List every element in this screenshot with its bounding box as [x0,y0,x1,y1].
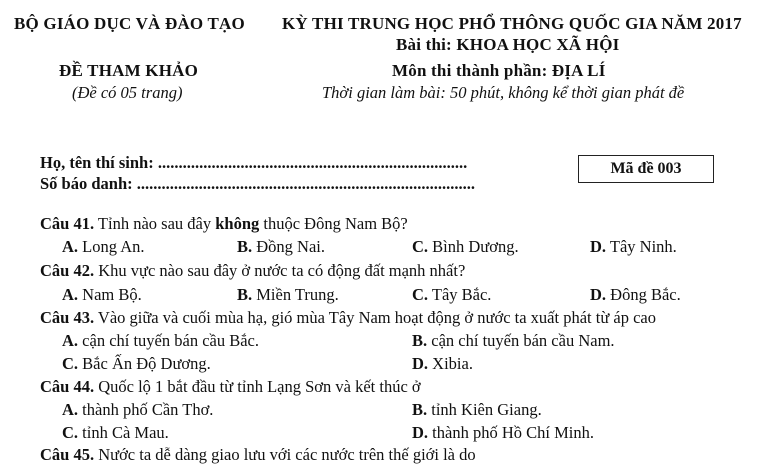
question-41 [40,214,408,234]
question-text: Khu vực nào sau đây ở nước ta có động đất mạnh nhất? [94,261,466,280]
candidate-id-dots: .................................................................................. [136,174,476,193]
option-letter: B. [237,285,253,304]
option-letter: C. [62,354,79,373]
option-42-d[interactable] [590,285,681,305]
option-text: thành phố Hồ Chí Minh. [428,423,594,442]
question-text-emphasis: không [215,214,260,233]
option-letter: B. [237,237,253,256]
pages-note: (Đề có 05 trang) [72,83,183,102]
option-43-d[interactable] [412,354,473,374]
option-44-c[interactable] [62,423,169,443]
question-number: Câu 45. [40,445,95,464]
candidate-id-label: Số báo danh: [40,174,137,193]
option-text: tỉnh Kiên Giang. [427,400,542,419]
question-number: Câu 44. [40,377,95,396]
component-subject: Môn thi thành phần: ĐỊA LÍ [392,61,606,80]
option-text: Bắc Ấn Độ Dương. [78,354,211,373]
time-note: Thời gian làm bài: 50 phút, không kể thời gian phát đề [322,83,685,102]
option-letter: C. [62,423,79,442]
option-text: Bình Dương. [428,237,519,256]
question-text: Nước ta dễ dàng giao lưu với các nước trên thế giới là do [94,445,476,464]
question-43 [40,308,656,328]
option-letter: A. [62,400,79,419]
option-text: Miền Trung. [252,285,339,304]
option-letter: B. [412,400,428,419]
option-text: Tây Bắc. [428,285,492,304]
option-text: Đồng Nai. [252,237,326,256]
exam-title: KỲ THI TRUNG HỌC PHỔ THÔNG QUỐC GIA NĂM 2017 [282,14,742,33]
option-43-b[interactable] [412,331,615,351]
question-text: thuộc Đông Nam Bộ? [259,214,408,233]
question-number: Câu 42. [40,261,95,280]
ministry-name: BỘ GIÁO DỤC VÀ ĐÀO TẠO [14,14,245,33]
option-42-a[interactable] [62,285,142,305]
option-letter: A. [62,237,79,256]
candidate-name-line [40,153,467,173]
question-text: Vào giữa và cuối mùa hạ, gió mùa Tây Nam hoạt động ở nước ta xuất phát từ áp cao [94,308,656,327]
option-44-a[interactable] [62,400,213,420]
option-44-b[interactable] [412,400,542,420]
option-text: cận chí tuyến bán cầu Nam. [427,331,615,350]
option-41-c[interactable] [412,237,519,257]
option-letter: B. [412,331,428,350]
option-letter: D. [590,237,607,256]
question-text: Tỉnh nào sau đây [94,214,216,233]
option-text: cận chí tuyến bán cầu Bắc. [78,331,260,350]
option-44-d[interactable] [412,423,594,443]
exam-subject: Bài thi: KHOA HỌC XÃ HỘI [396,35,620,54]
candidate-id-line [40,174,475,194]
option-letter: D. [412,354,429,373]
option-text: tỉnh Cà Mau. [78,423,169,442]
question-42 [40,261,465,281]
option-43-c[interactable] [62,354,211,374]
option-text: Nam Bộ. [78,285,142,304]
option-41-d[interactable] [590,237,677,257]
question-45 [40,445,476,465]
option-text: thành phố Cần Thơ. [78,400,214,419]
question-text: Quốc lộ 1 bắt đầu từ tỉnh Lạng Sơn và kết thúc ở [94,377,421,396]
question-44 [40,377,421,397]
option-text: Tây Ninh. [606,237,677,256]
question-number: Câu 41. [40,214,95,233]
option-letter: C. [412,285,429,304]
candidate-name-label: Họ, tên thí sinh: [40,153,158,172]
question-number: Câu 43. [40,308,95,327]
option-42-c[interactable] [412,285,491,305]
option-letter: A. [62,331,79,350]
option-text: Đông Bắc. [606,285,681,304]
option-41-a[interactable] [62,237,145,257]
option-text: Long An. [78,237,145,256]
option-41-b[interactable] [237,237,325,257]
option-42-b[interactable] [237,285,339,305]
option-text: Xibia. [428,354,473,373]
option-letter: D. [412,423,429,442]
option-letter: C. [412,237,429,256]
doc-type: ĐỀ THAM KHẢO [59,61,199,80]
option-letter: A. [62,285,79,304]
option-letter: D. [590,285,607,304]
exam-code-box: Mã đề 003 [578,155,714,183]
option-43-a[interactable] [62,331,259,351]
candidate-name-dots: ........................................................................... [157,153,468,172]
